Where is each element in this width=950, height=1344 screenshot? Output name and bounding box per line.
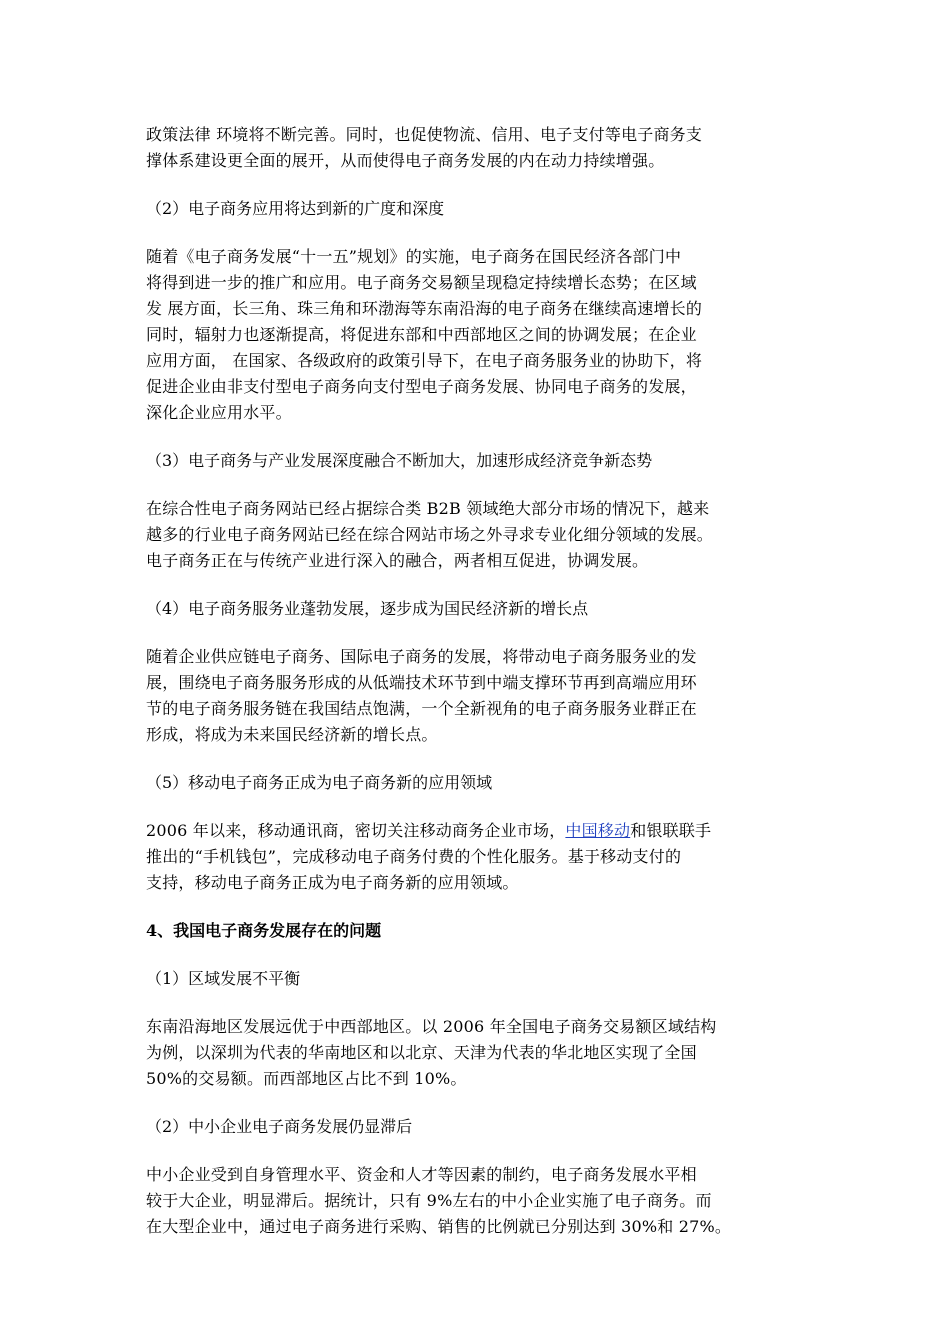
text-line: 中小企业受到自身管理水平、资金和人才等因素的制约，电子商务发展水平相 bbox=[146, 1165, 697, 1184]
section-heading-4: 4、我国电子商务发展存在的问题 bbox=[146, 921, 382, 940]
text-line: 撑体系建设更全面的展开，从而使得电子商务发展的内在动力持续增强。 bbox=[146, 151, 665, 170]
text-line: 在综合性电子商务网站已经占据综合类 B2B 领域绝大部分市场的情况下，越来 bbox=[146, 499, 710, 518]
text-line: 将得到进一步的推广和应用。电子商务交易额呈现稳定持续增长态势；在区域 bbox=[146, 273, 697, 292]
text-line: 政策法律 环境将不断完善。同时，也促使物流、信用、电子支付等电子商务支 bbox=[146, 125, 703, 144]
text-line: 推出的“手机钱包”，完成移动电子商务付费的个性化服务。基于移动支付的 bbox=[146, 847, 682, 866]
text-line: 随着《电子商务发展“十一五”规划》的实施，电子商务在国民经济各部门中 bbox=[146, 247, 682, 266]
paragraph-industry bbox=[146, 496, 810, 574]
text-line: 展，围绕电子商务服务形成的从低端技术环节到中端支撑环节再到高端应用环 bbox=[146, 673, 697, 692]
text-line: 发 展方面，长三角、珠三角和环渤海等东南沿海的电子商务在继续高速增长的 bbox=[146, 299, 703, 318]
paragraph-policy bbox=[146, 122, 810, 174]
paragraph-region bbox=[146, 1014, 810, 1092]
text-line: 越多的行业电子商务网站已经在综合网站市场之外寻求专业化细分领域的发展。 bbox=[146, 525, 714, 544]
subheading-sme: （2）中小企业电子商务发展仍显滞后 bbox=[146, 1117, 413, 1136]
text-line: 较于大企业，明显滞后。据统计，只有 9%左右的中小企业实施了电子商务。而 bbox=[146, 1191, 712, 1210]
text-line: 形成，将成为未来国民经济新的增长点。 bbox=[146, 725, 438, 744]
paragraph-mobile bbox=[146, 818, 810, 896]
text-line: 50%的交易额。而西部地区占比不到 10%。 bbox=[146, 1069, 467, 1088]
text-line: 同时，辐射力也逐渐提高，将促进东部和中西部地区之间的协调发展；在企业 bbox=[146, 325, 697, 344]
paragraph-service bbox=[146, 644, 810, 748]
text-line: 支持，移动电子商务正成为电子商务新的应用领域。 bbox=[146, 873, 519, 892]
text-line: 随着企业供应链电子商务、国际电子商务的发展，将带动电子商务服务业的发 bbox=[146, 647, 697, 666]
subheading-region: （1）区域发展不平衡 bbox=[146, 969, 301, 988]
china-mobile-link[interactable]: 中国移动 bbox=[565, 821, 631, 840]
paragraph-sme bbox=[146, 1162, 810, 1240]
text-line: 节的电子商务服务链在我国结点饱满，一个全新视角的电子商务服务业群正在 bbox=[146, 699, 697, 718]
text-line: 促进企业由非支付型电子商务向支付型电子商务发展、协同电子商务的发展， bbox=[146, 377, 697, 396]
text-line: 深化企业应用水平。 bbox=[146, 403, 292, 422]
text-line: 东南沿海地区发展远优于中西部地区。以 2006 年全国电子商务交易额区域结构 bbox=[146, 1017, 717, 1036]
text-line: 在大型企业中，通过电子商务进行采购、销售的比例就已分别达到 30%和 27%。 bbox=[146, 1217, 732, 1236]
text-segment: 和银联联手 bbox=[630, 821, 712, 840]
subheading-5: （5）移动电子商务正成为电子商务新的应用领域 bbox=[146, 773, 493, 792]
paragraph-application bbox=[146, 244, 810, 426]
text-line: 为例，以深圳为代表的华南地区和以北京、天津为代表的华北地区实现了全国 bbox=[146, 1043, 697, 1062]
text-line bbox=[146, 818, 810, 844]
text-line: 应用方面， 在国家、各级政府的政策引导下，在电子商务服务业的协助下，将 bbox=[146, 351, 703, 370]
text-segment: 2006 年以来，移动通讯商，密切关注移动商务企业市场， bbox=[146, 821, 566, 840]
subheading-3: （3）电子商务与产业发展深度融合不断加大，加速形成经济竞争新态势 bbox=[146, 451, 653, 470]
subheading-2: （2）电子商务应用将达到新的广度和深度 bbox=[146, 199, 445, 218]
text-line: 电子商务正在与传统产业进行深入的融合，两者相互促进，协调发展。 bbox=[146, 551, 649, 570]
document-page bbox=[146, 122, 810, 1240]
subheading-4: （4）电子商务服务业蓬勃发展，逐步成为国民经济新的增长点 bbox=[146, 599, 589, 618]
